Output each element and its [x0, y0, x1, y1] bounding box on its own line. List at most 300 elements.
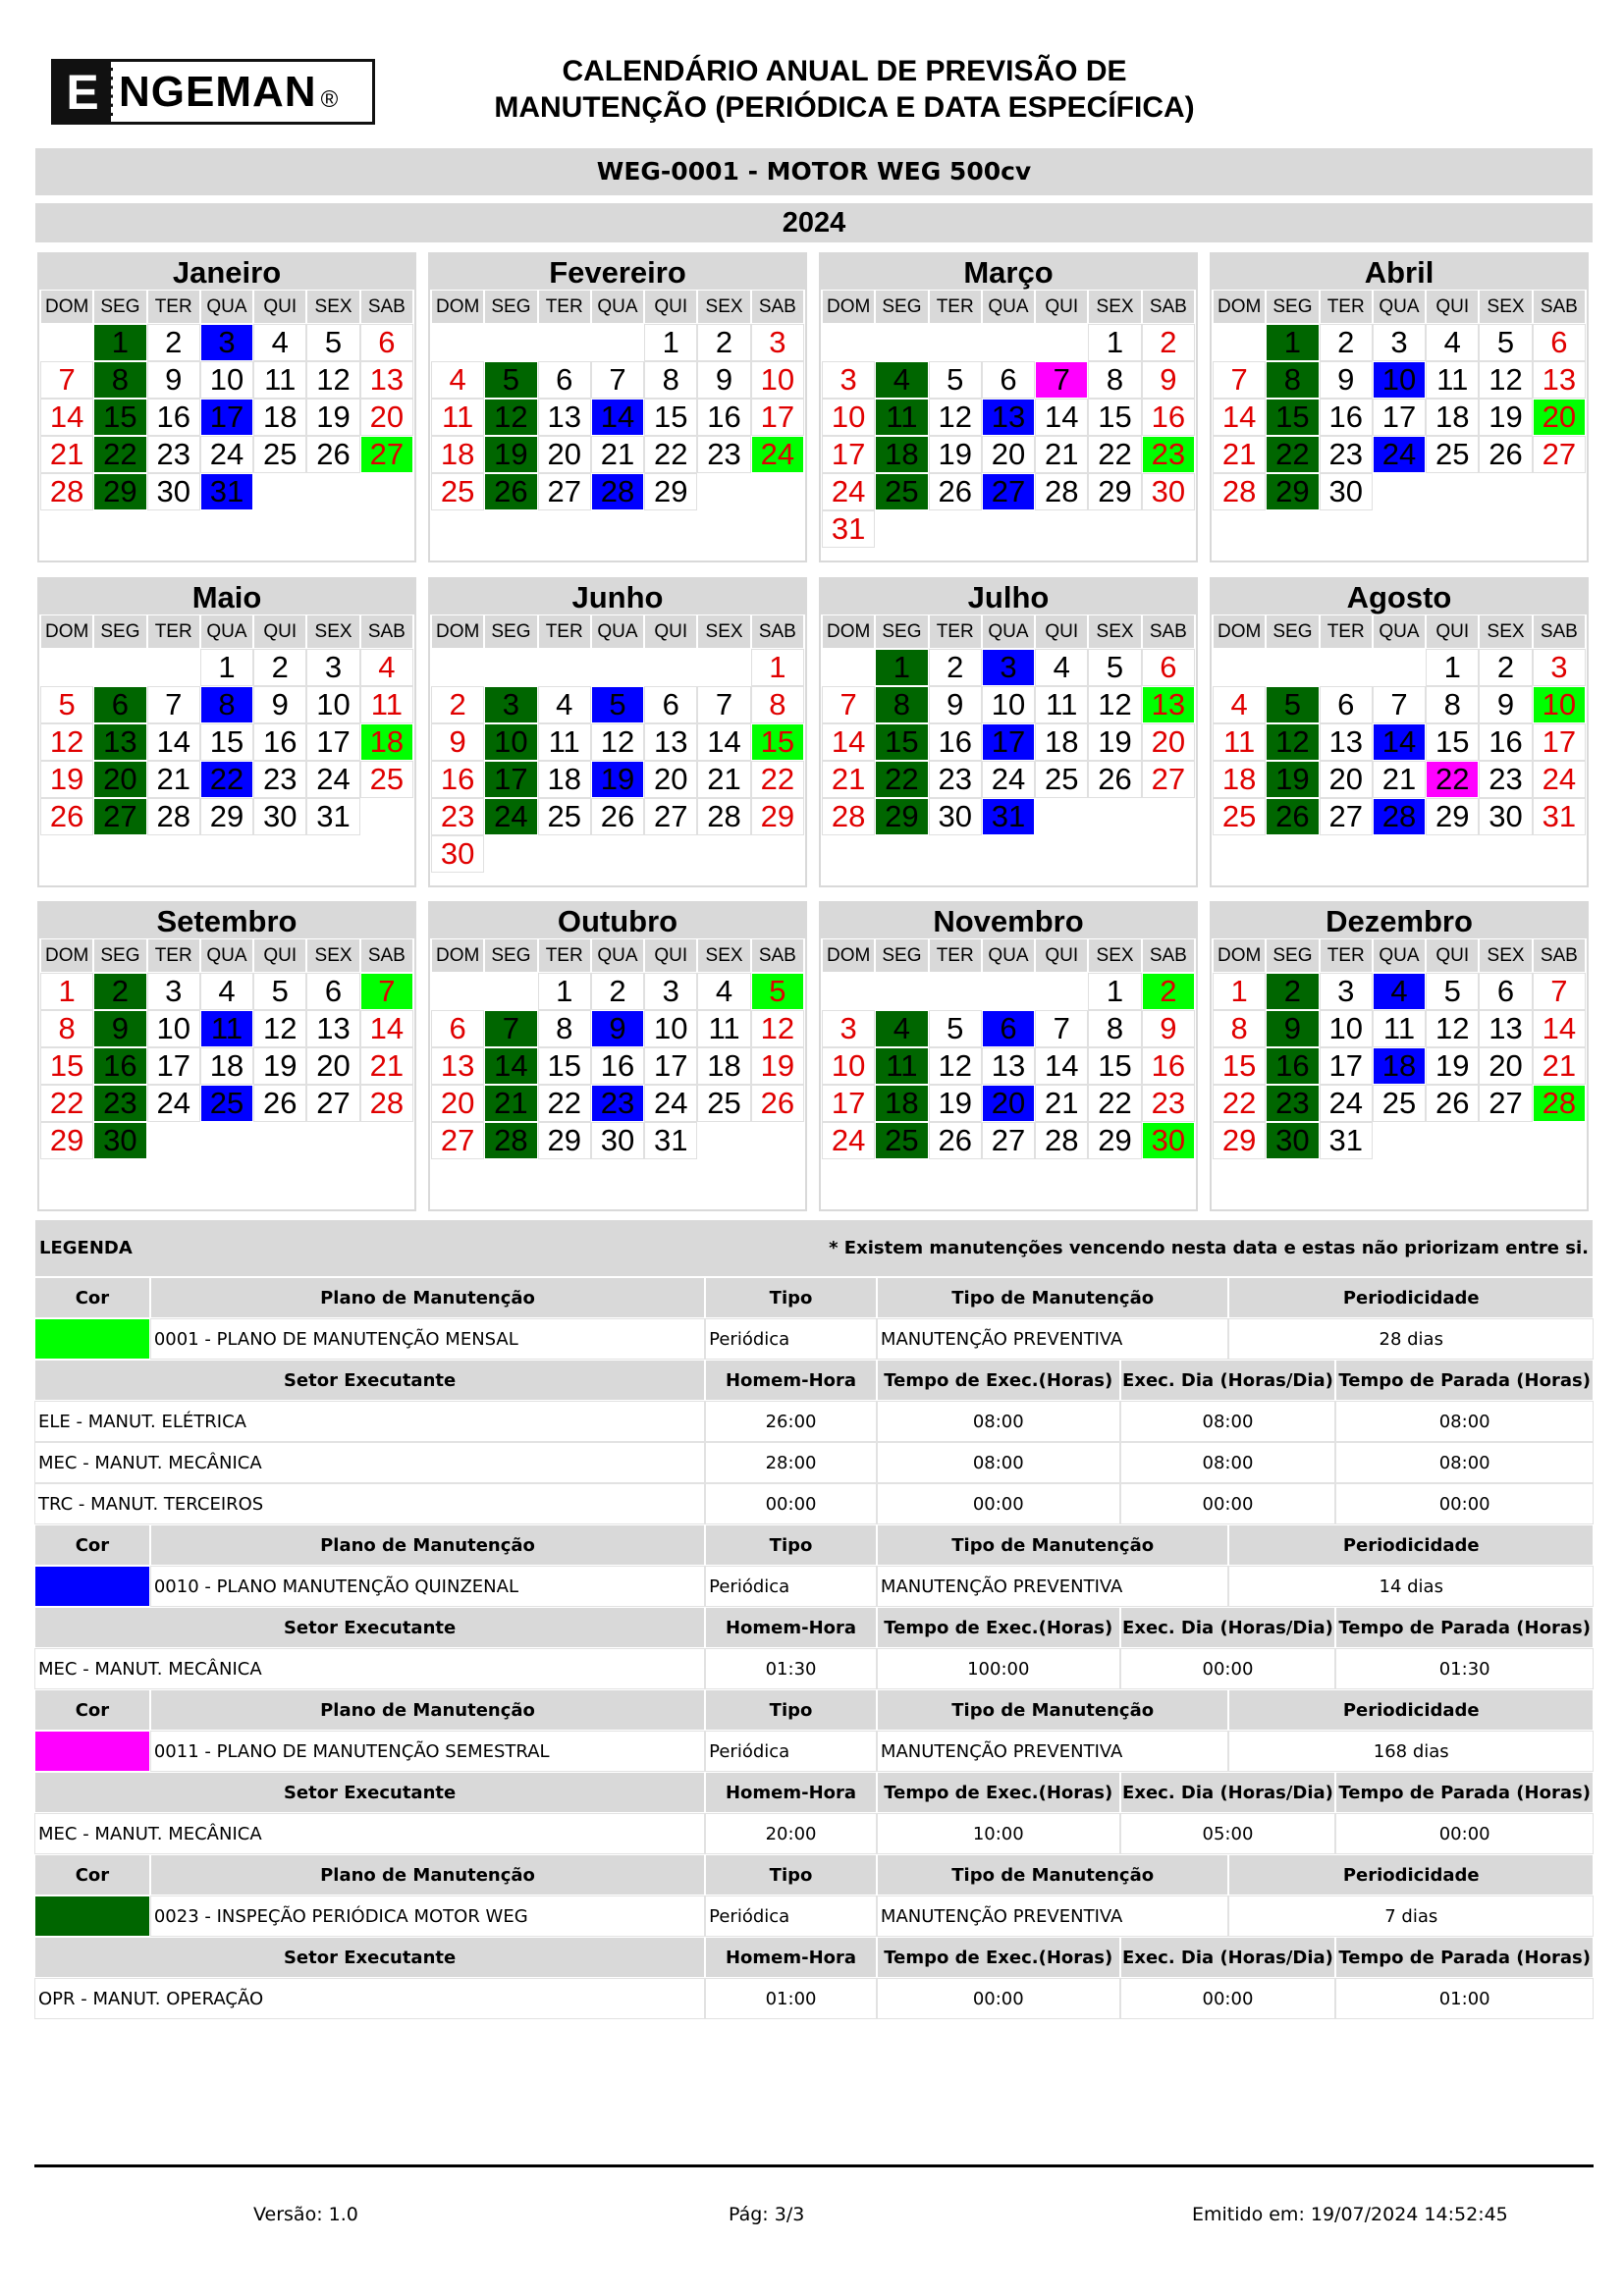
calendar-day[interactable]: 1 [1427, 650, 1478, 685]
calendar-day-inspecao[interactable]: 27 [94, 799, 145, 834]
calendar-day[interactable]: 7 [823, 687, 874, 722]
calendar-day[interactable]: 27 [1480, 1086, 1531, 1121]
calendar-day-mensal[interactable]: 5 [752, 974, 803, 1009]
calendar-day[interactable]: 21 [361, 1048, 412, 1084]
calendar-day[interactable]: 20 [983, 437, 1034, 472]
calendar-day-inspecao[interactable]: 20 [94, 762, 145, 797]
calendar-day[interactable]: 30 [930, 799, 981, 834]
calendar-day-mensal[interactable]: 27 [361, 437, 412, 472]
calendar-day[interactable]: 22 [645, 437, 696, 472]
calendar-day[interactable]: 28 [361, 1086, 412, 1121]
calendar-day[interactable]: 19 [930, 1086, 981, 1121]
calendar-day-mensal[interactable]: 15 [752, 724, 803, 760]
calendar-day[interactable]: 3 [1374, 325, 1425, 360]
calendar-day[interactable]: 29 [1089, 474, 1140, 509]
calendar-day[interactable]: 14 [148, 724, 199, 760]
calendar-day[interactable]: 17 [645, 1048, 696, 1084]
calendar-day-quinzenal[interactable]: 5 [592, 687, 643, 722]
calendar-day[interactable]: 5 [1089, 650, 1140, 685]
calendar-day[interactable]: 5 [930, 1011, 981, 1046]
calendar-day[interactable]: 2 [254, 650, 305, 685]
calendar-day[interactable]: 15 [1089, 400, 1140, 435]
calendar-day[interactable]: 3 [823, 362, 874, 398]
calendar-day-inspecao[interactable]: 10 [485, 724, 536, 760]
calendar-day-quinzenal[interactable]: 18 [1374, 1048, 1425, 1084]
calendar-day[interactable]: 24 [1321, 1086, 1372, 1121]
calendar-day[interactable]: 15 [645, 400, 696, 435]
calendar-day[interactable]: 17 [307, 724, 358, 760]
calendar-day-quinzenal[interactable]: 17 [983, 724, 1034, 760]
calendar-day-inspecao[interactable]: 8 [94, 362, 145, 398]
calendar-day[interactable]: 11 [432, 400, 483, 435]
calendar-day[interactable]: 20 [539, 437, 590, 472]
calendar-day[interactable]: 26 [1427, 1086, 1478, 1121]
calendar-day[interactable]: 16 [254, 724, 305, 760]
calendar-day[interactable]: 8 [1089, 1011, 1140, 1046]
calendar-day[interactable]: 23 [930, 762, 981, 797]
calendar-day-inspecao[interactable]: 15 [1267, 400, 1318, 435]
calendar-day-quinzenal[interactable]: 23 [592, 1086, 643, 1121]
calendar-day[interactable]: 8 [1214, 1011, 1265, 1046]
calendar-day-inspecao[interactable]: 6 [94, 687, 145, 722]
calendar-day-inspecao[interactable]: 14 [485, 1048, 536, 1084]
calendar-day-quinzenal[interactable]: 17 [201, 400, 252, 435]
calendar-day[interactable]: 28 [1036, 1123, 1087, 1158]
calendar-day-semestral[interactable]: 22 [1427, 762, 1478, 797]
calendar-day[interactable]: 8 [752, 687, 803, 722]
calendar-day[interactable]: 27 [539, 474, 590, 509]
calendar-day[interactable]: 6 [361, 325, 412, 360]
calendar-day-inspecao[interactable]: 16 [1267, 1048, 1318, 1084]
calendar-day[interactable]: 2 [432, 687, 483, 722]
calendar-day[interactable]: 18 [698, 1048, 749, 1084]
calendar-day[interactable]: 30 [148, 474, 199, 509]
calendar-day[interactable]: 5 [41, 687, 92, 722]
calendar-day[interactable]: 10 [983, 687, 1034, 722]
calendar-day[interactable]: 9 [148, 362, 199, 398]
calendar-day[interactable]: 24 [307, 762, 358, 797]
calendar-day-inspecao[interactable]: 23 [1267, 1086, 1318, 1121]
calendar-day-inspecao[interactable]: 28 [485, 1123, 536, 1158]
calendar-day[interactable]: 11 [1427, 362, 1478, 398]
calendar-day[interactable]: 18 [1036, 724, 1087, 760]
calendar-day[interactable]: 16 [698, 400, 749, 435]
calendar-day[interactable]: 11 [1374, 1011, 1425, 1046]
calendar-day[interactable]: 7 [1214, 362, 1265, 398]
calendar-day[interactable]: 19 [1480, 400, 1531, 435]
calendar-day[interactable]: 21 [1036, 1086, 1087, 1121]
calendar-day-inspecao[interactable]: 9 [1267, 1011, 1318, 1046]
calendar-day[interactable]: 14 [1214, 400, 1265, 435]
calendar-day[interactable]: 7 [1374, 687, 1425, 722]
calendar-day-quinzenal[interactable]: 8 [201, 687, 252, 722]
calendar-day[interactable]: 3 [307, 650, 358, 685]
calendar-day-quinzenal[interactable]: 4 [1374, 974, 1425, 1009]
calendar-day[interactable]: 16 [1321, 400, 1372, 435]
calendar-day[interactable]: 18 [201, 1048, 252, 1084]
calendar-day[interactable]: 17 [752, 400, 803, 435]
calendar-day[interactable]: 20 [361, 400, 412, 435]
calendar-day[interactable]: 29 [41, 1123, 92, 1158]
calendar-day-inspecao[interactable]: 1 [876, 650, 927, 685]
calendar-day[interactable]: 15 [1427, 724, 1478, 760]
calendar-day[interactable]: 5 [1427, 974, 1478, 1009]
calendar-day[interactable]: 23 [148, 437, 199, 472]
calendar-day[interactable]: 28 [148, 799, 199, 834]
calendar-day[interactable]: 29 [1089, 1123, 1140, 1158]
calendar-day[interactable]: 29 [1214, 1123, 1265, 1158]
calendar-day[interactable]: 14 [361, 1011, 412, 1046]
calendar-day[interactable]: 15 [1214, 1048, 1265, 1084]
calendar-day[interactable]: 4 [361, 650, 412, 685]
calendar-day[interactable]: 24 [983, 762, 1034, 797]
calendar-day-inspecao[interactable]: 17 [485, 762, 536, 797]
calendar-day[interactable]: 7 [1036, 1011, 1087, 1046]
calendar-day-inspecao[interactable]: 12 [485, 400, 536, 435]
calendar-day[interactable]: 27 [645, 799, 696, 834]
calendar-day-mensal[interactable]: 10 [1534, 687, 1585, 722]
calendar-day[interactable]: 12 [1480, 362, 1531, 398]
calendar-day[interactable]: 12 [254, 1011, 305, 1046]
calendar-day[interactable]: 2 [930, 650, 981, 685]
calendar-day-inspecao[interactable]: 11 [876, 400, 927, 435]
calendar-day[interactable]: 31 [823, 511, 874, 547]
calendar-day[interactable]: 4 [698, 974, 749, 1009]
calendar-day-inspecao[interactable]: 30 [94, 1123, 145, 1158]
calendar-day-inspecao[interactable]: 11 [876, 1048, 927, 1084]
calendar-day[interactable]: 22 [539, 1086, 590, 1121]
calendar-day[interactable]: 13 [307, 1011, 358, 1046]
calendar-day[interactable]: 2 [148, 325, 199, 360]
calendar-day-inspecao[interactable]: 21 [485, 1086, 536, 1121]
calendar-day[interactable]: 11 [254, 362, 305, 398]
calendar-day-inspecao[interactable]: 9 [94, 1011, 145, 1046]
calendar-day[interactable]: 24 [1534, 762, 1585, 797]
calendar-day[interactable]: 16 [432, 762, 483, 797]
calendar-day[interactable]: 13 [361, 362, 412, 398]
calendar-day[interactable]: 25 [361, 762, 412, 797]
calendar-day[interactable]: 2 [1143, 325, 1194, 360]
calendar-day[interactable]: 19 [254, 1048, 305, 1084]
calendar-day[interactable]: 23 [1143, 1086, 1194, 1121]
calendar-day[interactable]: 7 [592, 362, 643, 398]
calendar-day-mensal[interactable]: 24 [752, 437, 803, 472]
calendar-day[interactable]: 8 [1427, 687, 1478, 722]
calendar-day[interactable]: 1 [752, 650, 803, 685]
calendar-day[interactable]: 8 [41, 1011, 92, 1046]
calendar-day[interactable]: 1 [41, 974, 92, 1009]
calendar-day-quinzenal[interactable]: 31 [201, 474, 252, 509]
calendar-day[interactable]: 14 [1036, 400, 1087, 435]
calendar-day[interactable]: 2 [698, 325, 749, 360]
calendar-day-quinzenal[interactable]: 14 [1374, 724, 1425, 760]
calendar-day[interactable]: 10 [645, 1011, 696, 1046]
calendar-day-mensal[interactable]: 28 [1534, 1086, 1585, 1121]
calendar-day-quinzenal[interactable]: 25 [201, 1086, 252, 1121]
calendar-day-inspecao[interactable]: 5 [485, 362, 536, 398]
calendar-day[interactable]: 6 [983, 362, 1034, 398]
calendar-day-quinzenal[interactable]: 9 [592, 1011, 643, 1046]
calendar-day[interactable]: 27 [1321, 799, 1372, 834]
calendar-day-quinzenal[interactable]: 20 [983, 1086, 1034, 1121]
calendar-day[interactable]: 20 [432, 1086, 483, 1121]
calendar-day[interactable]: 9 [432, 724, 483, 760]
calendar-day-inspecao[interactable]: 25 [876, 474, 927, 509]
calendar-day[interactable]: 16 [930, 724, 981, 760]
calendar-day[interactable]: 21 [148, 762, 199, 797]
calendar-day-inspecao[interactable]: 3 [485, 687, 536, 722]
calendar-day[interactable]: 7 [1534, 974, 1585, 1009]
calendar-day-mensal[interactable]: 18 [361, 724, 412, 760]
calendar-day[interactable]: 25 [432, 474, 483, 509]
calendar-day-inspecao[interactable]: 16 [94, 1048, 145, 1084]
calendar-day[interactable]: 21 [698, 762, 749, 797]
calendar-day-inspecao[interactable]: 25 [876, 1123, 927, 1158]
calendar-day[interactable]: 12 [41, 724, 92, 760]
calendar-day-quinzenal[interactable]: 22 [201, 762, 252, 797]
calendar-day[interactable]: 18 [539, 762, 590, 797]
calendar-day[interactable]: 22 [1214, 1086, 1265, 1121]
calendar-day[interactable]: 19 [930, 437, 981, 472]
calendar-day-inspecao[interactable]: 19 [485, 437, 536, 472]
calendar-day[interactable]: 15 [201, 724, 252, 760]
calendar-day[interactable]: 20 [1321, 762, 1372, 797]
calendar-day[interactable]: 1 [201, 650, 252, 685]
calendar-day-mensal[interactable]: 23 [1143, 437, 1194, 472]
calendar-day[interactable]: 21 [1374, 762, 1425, 797]
calendar-day[interactable]: 11 [1036, 687, 1087, 722]
calendar-day[interactable]: 12 [1089, 687, 1140, 722]
calendar-day[interactable]: 3 [148, 974, 199, 1009]
calendar-day[interactable]: 7 [41, 362, 92, 398]
calendar-day[interactable]: 1 [539, 974, 590, 1009]
calendar-day-inspecao[interactable]: 2 [1267, 974, 1318, 1009]
calendar-day[interactable]: 24 [823, 1123, 874, 1158]
calendar-day-inspecao[interactable]: 26 [485, 474, 536, 509]
calendar-day[interactable]: 9 [1143, 1011, 1194, 1046]
calendar-day[interactable]: 30 [1480, 799, 1531, 834]
calendar-day[interactable]: 12 [930, 400, 981, 435]
calendar-day-inspecao[interactable]: 18 [876, 1086, 927, 1121]
calendar-day[interactable]: 10 [201, 362, 252, 398]
calendar-day[interactable]: 6 [1143, 650, 1194, 685]
calendar-day[interactable]: 6 [539, 362, 590, 398]
calendar-day[interactable]: 13 [1534, 362, 1585, 398]
calendar-day-quinzenal[interactable]: 6 [983, 1011, 1034, 1046]
calendar-day-semestral[interactable]: 7 [1036, 362, 1087, 398]
calendar-day[interactable]: 4 [1214, 687, 1265, 722]
calendar-day[interactable]: 8 [645, 362, 696, 398]
calendar-day[interactable]: 10 [148, 1011, 199, 1046]
calendar-day[interactable]: 21 [592, 437, 643, 472]
calendar-day[interactable]: 13 [983, 1048, 1034, 1084]
calendar-day[interactable]: 15 [1089, 1048, 1140, 1084]
calendar-day-inspecao[interactable]: 29 [94, 474, 145, 509]
calendar-day-inspecao[interactable]: 13 [94, 724, 145, 760]
calendar-day[interactable]: 27 [1534, 437, 1585, 472]
calendar-day[interactable]: 26 [41, 799, 92, 834]
calendar-day[interactable]: 13 [432, 1048, 483, 1084]
calendar-day[interactable]: 20 [645, 762, 696, 797]
calendar-day[interactable]: 4 [539, 687, 590, 722]
calendar-day-inspecao[interactable]: 22 [94, 437, 145, 472]
calendar-day[interactable]: 13 [1480, 1011, 1531, 1046]
calendar-day-quinzenal[interactable]: 19 [592, 762, 643, 797]
calendar-day-mensal[interactable]: 13 [1143, 687, 1194, 722]
calendar-day[interactable]: 27 [432, 1123, 483, 1158]
calendar-day[interactable]: 11 [539, 724, 590, 760]
calendar-day[interactable]: 29 [539, 1123, 590, 1158]
calendar-day-inspecao[interactable]: 29 [876, 799, 927, 834]
calendar-day[interactable]: 26 [592, 799, 643, 834]
calendar-day[interactable]: 16 [148, 400, 199, 435]
calendar-day[interactable]: 19 [1427, 1048, 1478, 1084]
calendar-day-inspecao[interactable]: 18 [876, 437, 927, 472]
calendar-day[interactable]: 9 [1143, 362, 1194, 398]
calendar-day[interactable]: 21 [1036, 437, 1087, 472]
calendar-day[interactable]: 20 [1480, 1048, 1531, 1084]
calendar-day[interactable]: 10 [307, 687, 358, 722]
calendar-day-quinzenal[interactable]: 27 [983, 474, 1034, 509]
calendar-day[interactable]: 15 [41, 1048, 92, 1084]
calendar-day[interactable]: 26 [1480, 437, 1531, 472]
calendar-day[interactable]: 13 [539, 400, 590, 435]
calendar-day[interactable]: 1 [1214, 974, 1265, 1009]
calendar-day[interactable]: 16 [592, 1048, 643, 1084]
calendar-day[interactable]: 24 [148, 1086, 199, 1121]
calendar-day-quinzenal[interactable]: 28 [1374, 799, 1425, 834]
calendar-day[interactable]: 24 [645, 1086, 696, 1121]
calendar-day[interactable]: 30 [432, 836, 483, 872]
calendar-day[interactable]: 17 [1321, 1048, 1372, 1084]
calendar-day[interactable]: 6 [432, 1011, 483, 1046]
calendar-day[interactable]: 10 [1321, 1011, 1372, 1046]
calendar-day[interactable]: 10 [752, 362, 803, 398]
calendar-day[interactable]: 30 [254, 799, 305, 834]
calendar-day[interactable]: 6 [307, 974, 358, 1009]
calendar-day-inspecao[interactable]: 26 [1267, 799, 1318, 834]
calendar-day[interactable]: 26 [307, 437, 358, 472]
calendar-day[interactable]: 4 [254, 325, 305, 360]
calendar-day[interactable]: 5 [1480, 325, 1531, 360]
calendar-day[interactable]: 1 [1089, 974, 1140, 1009]
calendar-day[interactable]: 11 [1214, 724, 1265, 760]
calendar-day-quinzenal[interactable]: 3 [983, 650, 1034, 685]
calendar-day-inspecao[interactable]: 15 [94, 400, 145, 435]
calendar-day[interactable]: 30 [592, 1123, 643, 1158]
calendar-day[interactable]: 12 [592, 724, 643, 760]
calendar-day[interactable]: 17 [148, 1048, 199, 1084]
calendar-day[interactable]: 9 [254, 687, 305, 722]
calendar-day[interactable]: 6 [645, 687, 696, 722]
calendar-day-inspecao[interactable]: 22 [876, 762, 927, 797]
calendar-day[interactable]: 16 [1480, 724, 1531, 760]
calendar-day[interactable]: 18 [254, 400, 305, 435]
calendar-day-quinzenal[interactable]: 24 [1374, 437, 1425, 472]
calendar-day[interactable]: 9 [1480, 687, 1531, 722]
calendar-day-inspecao[interactable]: 23 [94, 1086, 145, 1121]
calendar-day-inspecao[interactable]: 2 [94, 974, 145, 1009]
calendar-day[interactable]: 26 [254, 1086, 305, 1121]
calendar-day-inspecao[interactable]: 8 [1267, 362, 1318, 398]
calendar-day-mensal[interactable]: 7 [361, 974, 412, 1009]
calendar-day[interactable]: 31 [1534, 799, 1585, 834]
calendar-day[interactable]: 4 [201, 974, 252, 1009]
calendar-day[interactable]: 25 [1036, 762, 1087, 797]
calendar-day[interactable]: 12 [1427, 1011, 1478, 1046]
calendar-day[interactable]: 16 [1143, 400, 1194, 435]
calendar-day-inspecao[interactable]: 22 [1267, 437, 1318, 472]
calendar-day-quinzenal[interactable]: 31 [983, 799, 1034, 834]
calendar-day[interactable]: 23 [1321, 437, 1372, 472]
calendar-day[interactable]: 5 [307, 325, 358, 360]
calendar-day-mensal[interactable]: 30 [1143, 1123, 1194, 1158]
calendar-day[interactable]: 23 [1480, 762, 1531, 797]
calendar-day[interactable]: 29 [201, 799, 252, 834]
calendar-day[interactable]: 23 [254, 762, 305, 797]
calendar-day[interactable]: 28 [1214, 474, 1265, 509]
calendar-day[interactable]: 20 [1143, 724, 1194, 760]
calendar-day[interactable]: 17 [1534, 724, 1585, 760]
calendar-day[interactable]: 10 [823, 1048, 874, 1084]
calendar-day-quinzenal[interactable]: 10 [1374, 362, 1425, 398]
calendar-day[interactable]: 23 [432, 799, 483, 834]
calendar-day[interactable]: 28 [1036, 474, 1087, 509]
calendar-day-inspecao[interactable]: 1 [94, 325, 145, 360]
calendar-day[interactable]: 11 [698, 1011, 749, 1046]
calendar-day[interactable]: 28 [41, 474, 92, 509]
calendar-day[interactable]: 19 [307, 400, 358, 435]
calendar-day[interactable]: 14 [1036, 1048, 1087, 1084]
calendar-day[interactable]: 7 [148, 687, 199, 722]
calendar-day[interactable]: 22 [1089, 1086, 1140, 1121]
calendar-day[interactable]: 18 [432, 437, 483, 472]
calendar-day[interactable]: 27 [1143, 762, 1194, 797]
calendar-day[interactable]: 29 [645, 474, 696, 509]
calendar-day[interactable]: 21 [1534, 1048, 1585, 1084]
calendar-day[interactable]: 21 [1214, 437, 1265, 472]
calendar-day[interactable]: 31 [645, 1123, 696, 1158]
calendar-day[interactable]: 5 [254, 974, 305, 1009]
calendar-day[interactable]: 25 [539, 799, 590, 834]
calendar-day[interactable]: 26 [930, 1123, 981, 1158]
calendar-day-inspecao[interactable]: 5 [1267, 687, 1318, 722]
calendar-day-inspecao[interactable]: 30 [1267, 1123, 1318, 1158]
calendar-day[interactable]: 1 [645, 325, 696, 360]
calendar-day[interactable]: 21 [823, 762, 874, 797]
calendar-day-mensal[interactable]: 20 [1534, 400, 1585, 435]
calendar-day[interactable]: 3 [752, 325, 803, 360]
calendar-day[interactable]: 19 [1089, 724, 1140, 760]
calendar-day[interactable]: 25 [698, 1086, 749, 1121]
calendar-day[interactable]: 26 [752, 1086, 803, 1121]
calendar-day[interactable]: 6 [1480, 974, 1531, 1009]
calendar-day[interactable]: 7 [698, 687, 749, 722]
calendar-day[interactable]: 29 [1427, 799, 1478, 834]
calendar-day[interactable]: 25 [1374, 1086, 1425, 1121]
calendar-day[interactable]: 13 [645, 724, 696, 760]
calendar-day-inspecao[interactable]: 4 [876, 1011, 927, 1046]
calendar-day[interactable]: 2 [592, 974, 643, 1009]
calendar-day[interactable]: 29 [752, 799, 803, 834]
calendar-day[interactable]: 14 [698, 724, 749, 760]
calendar-day[interactable]: 31 [1321, 1123, 1372, 1158]
calendar-day[interactable]: 9 [698, 362, 749, 398]
calendar-day[interactable]: 9 [930, 687, 981, 722]
calendar-day[interactable]: 26 [1089, 762, 1140, 797]
calendar-day[interactable]: 17 [1374, 400, 1425, 435]
calendar-day[interactable]: 12 [307, 362, 358, 398]
